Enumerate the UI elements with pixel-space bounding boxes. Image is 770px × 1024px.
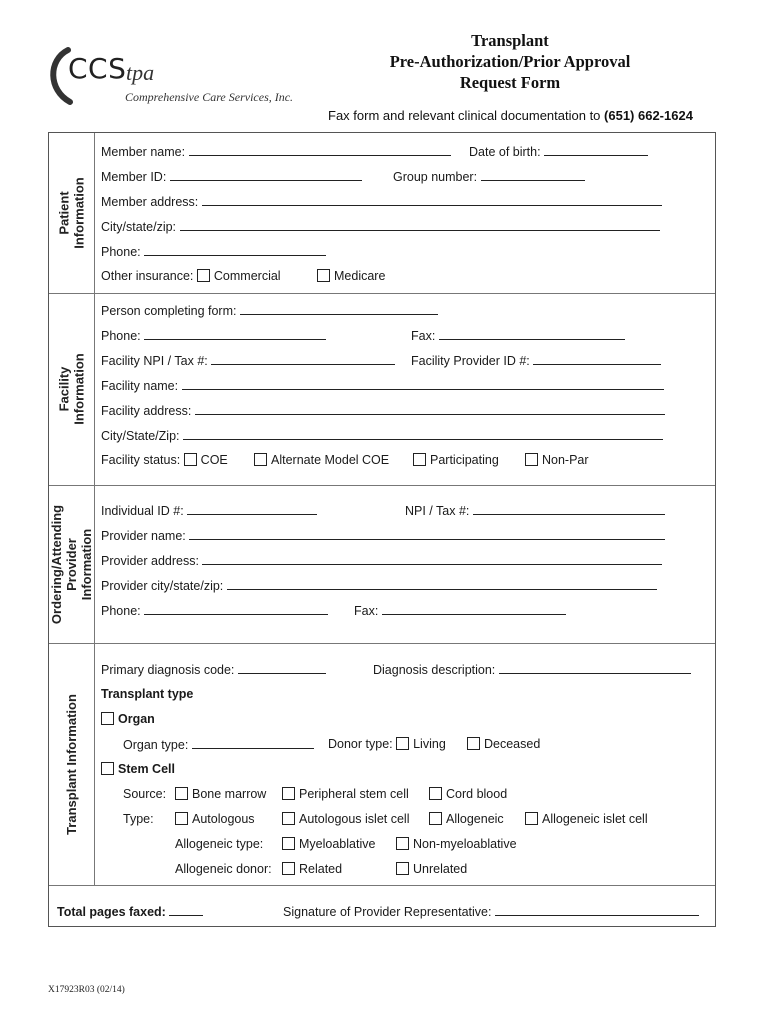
cord-blood-checkbox[interactable]	[429, 787, 442, 800]
unrelated-checkbox[interactable]	[396, 862, 409, 875]
unrelated-option[interactable]: Unrelated	[396, 862, 467, 876]
fax-number: (651) 662-1624	[604, 108, 693, 123]
commercial-checkbox[interactable]	[197, 269, 210, 282]
non-myelo-option[interactable]: Non-myeloablative	[396, 837, 517, 851]
provider-city-field[interactable]: Provider city/state/zip:	[101, 578, 657, 593]
provider-phone-field[interactable]: Phone:	[101, 603, 328, 618]
logo-company: Comprehensive Care Services, Inc.	[125, 90, 294, 104]
participating-option[interactable]: Participating	[413, 453, 499, 467]
donor-type: Donor type: Living	[328, 737, 446, 751]
facility-address-field[interactable]: Facility address:	[101, 403, 665, 418]
myeloablative-checkbox[interactable]	[282, 837, 295, 850]
group-number-field[interactable]: Group number:	[393, 169, 585, 184]
divider	[49, 885, 715, 886]
allogeneic-checkbox[interactable]	[429, 812, 442, 825]
dx-description-field[interactable]: Diagnosis description:	[373, 662, 691, 677]
bone-marrow-option[interactable]: Bone marrow	[175, 787, 266, 801]
facility-phone-field[interactable]: Phone:	[101, 328, 326, 343]
organ-checkbox[interactable]	[101, 712, 114, 725]
deceased-checkbox[interactable]	[467, 737, 480, 750]
deceased-option[interactable]: Deceased	[467, 737, 540, 751]
facility-fax-field[interactable]: Fax:	[411, 328, 625, 343]
non-par-option[interactable]: Non-Par	[525, 453, 589, 467]
allo-islet-option[interactable]: Allogeneic islet cell	[525, 812, 648, 826]
stem-cell-option[interactable]: Stem Cell	[101, 762, 175, 776]
fax-instruction: Fax form and relevant clinical documentation to (651) 662-1624	[328, 108, 693, 123]
non-par-checkbox[interactable]	[525, 453, 538, 466]
section-label-provider: Ordering/Attending Provider Information	[49, 504, 95, 624]
divider	[49, 485, 715, 486]
provider-address-field[interactable]: Provider address:	[101, 553, 662, 568]
facility-status: Facility status: COE	[101, 453, 228, 467]
dob-field[interactable]: Date of birth:	[469, 144, 648, 159]
type-label: Type:	[123, 812, 154, 826]
organ-type-field[interactable]: Organ type:	[123, 737, 314, 752]
related-option[interactable]: Related	[282, 862, 342, 876]
provider-fax-field[interactable]: Fax:	[354, 603, 566, 618]
phone-field[interactable]: Phone:	[101, 244, 326, 259]
alt-coe-option[interactable]: Alternate Model COE	[254, 453, 389, 467]
facility-npi-field[interactable]: Facility NPI / Tax #:	[101, 353, 395, 368]
section-label-transplant: Transplant Information	[64, 693, 79, 835]
form-title: Transplant Pre-Authorization/Prior Approval Request Form	[389, 31, 631, 92]
primary-dx-field[interactable]: Primary diagnosis code:	[101, 662, 326, 677]
participating-checkbox[interactable]	[413, 453, 426, 466]
section-divider-vertical	[94, 133, 95, 885]
autologous-checkbox[interactable]	[175, 812, 188, 825]
provider-npi-field[interactable]: NPI / Tax #:	[405, 503, 665, 518]
individual-id-field[interactable]: Individual ID #:	[101, 503, 317, 518]
section-label-patient: Patient Information	[56, 177, 87, 249]
bone-marrow-checkbox[interactable]	[175, 787, 188, 800]
member-address-field[interactable]: Member address:	[101, 194, 662, 209]
total-pages-field[interactable]: Total pages faxed:	[57, 904, 203, 919]
allo-type-label: Allogeneic type:	[175, 837, 264, 851]
facility-city-field[interactable]: City/State/Zip:	[101, 428, 663, 443]
section-label-facility: Facility Information	[56, 353, 87, 425]
medicare-checkbox[interactable]	[317, 269, 330, 282]
city-state-zip-field[interactable]: City/state/zip:	[101, 219, 660, 234]
peripheral-checkbox[interactable]	[282, 787, 295, 800]
peripheral-option[interactable]: Peripheral stem cell	[282, 787, 409, 801]
stem-cell-checkbox[interactable]	[101, 762, 114, 775]
logo-suffix: tpa	[126, 60, 155, 85]
living-checkbox[interactable]	[396, 737, 409, 750]
facility-provider-id-field[interactable]: Facility Provider ID #:	[411, 353, 661, 368]
facility-name-field[interactable]: Facility name:	[101, 378, 664, 393]
coe-checkbox[interactable]	[184, 453, 197, 466]
form-code: X17923R03 (02/14)	[48, 985, 125, 995]
logo-mark: CCS	[68, 52, 127, 85]
signature-field[interactable]: Signature of Provider Representative:	[283, 904, 699, 919]
divider	[49, 643, 715, 644]
auto-islet-checkbox[interactable]	[282, 812, 295, 825]
other-insurance: Other insurance: Commercial	[101, 269, 281, 283]
non-myelo-checkbox[interactable]	[396, 837, 409, 850]
auto-islet-option[interactable]: Autologous islet cell	[282, 812, 409, 826]
related-checkbox[interactable]	[282, 862, 295, 875]
person-completing-field[interactable]: Person completing form:	[101, 303, 438, 318]
member-id-field[interactable]: Member ID:	[101, 169, 362, 184]
allo-donor-label: Allogeneic donor:	[175, 862, 272, 876]
provider-name-field[interactable]: Provider name:	[101, 528, 665, 543]
organ-option[interactable]: Organ	[101, 712, 155, 726]
member-name-field[interactable]: Member name:	[101, 144, 451, 159]
autologous-option[interactable]: Autologous	[175, 812, 255, 826]
cord-blood-option[interactable]: Cord blood	[429, 787, 507, 801]
alt-coe-checkbox[interactable]	[254, 453, 267, 466]
transplant-type-heading: Transplant type	[101, 687, 194, 701]
divider	[49, 293, 715, 294]
allo-islet-checkbox[interactable]	[525, 812, 538, 825]
medicare-option[interactable]: Medicare	[317, 269, 385, 283]
source-label: Source:	[123, 787, 167, 801]
myeloablative-option[interactable]: Myeloablative	[282, 837, 375, 851]
allogeneic-option[interactable]: Allogeneic	[429, 812, 504, 826]
request-form	[48, 132, 716, 927]
